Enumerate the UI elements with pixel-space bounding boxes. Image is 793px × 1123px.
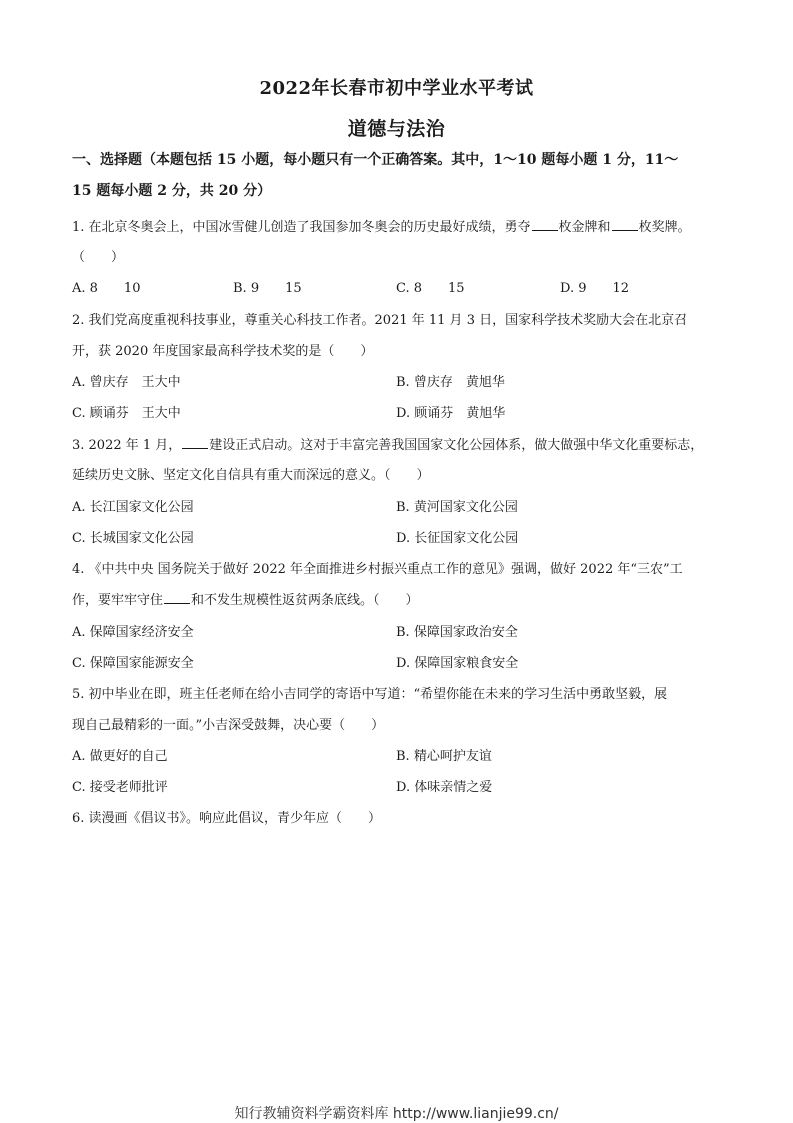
question-1-option-a: A. 8 10 <box>72 281 141 296</box>
answer-blank <box>164 592 190 604</box>
question-2-line1: 2. 我们党高度重视科技事业，尊重关心科技工作者。2021 年 11 月 3 日，国家科学技术奖励大会在北京召 <box>72 313 688 328</box>
question-2-option-a: A. 曾庆存 王大中 <box>72 375 181 390</box>
question-3-text-pre: 3. 2022 年 1 月， <box>72 438 182 453</box>
question-3-option-d: D. 长征国家文化公园 <box>396 531 519 546</box>
question-1-text-post: 枚奖牌。 <box>638 220 691 235</box>
question-1-text-pre: 1. 在北京冬奥会上，中国冰雪健儿创造了我国参加冬奥会的历史最好成绩，勇夺 <box>72 220 531 235</box>
question-2-option-b: B. 曾庆存 黄旭华 <box>396 375 505 390</box>
question-1-option-d: D. 9 12 <box>560 281 630 296</box>
question-6-line1: 6. 读漫画《倡议书》。响应此倡议，青少年应（ ） <box>72 811 382 826</box>
question-1-paren: （ ） <box>72 250 125 265</box>
answer-blank <box>532 219 558 231</box>
question-5-option-d: D. 体味亲情之爱 <box>396 780 493 795</box>
footer-watermark: 知行教辅资料学霸资料库 http://www.lianjie99.cn/ <box>234 1106 559 1122</box>
question-5-option-c: C. 接受老师批评 <box>72 780 168 795</box>
exam-title: 2022年长春市初中学业水平考试 <box>259 78 534 99</box>
subject-title: 道德与法治 <box>347 118 446 140</box>
question-3-option-a: A. 长江国家文化公园 <box>72 500 194 515</box>
question-3-line2: 延续历史文脉、坚定文化自信具有重大而深远的意义。（ ） <box>72 468 430 483</box>
question-2-line2: 开，获 2020 年度国家最高科学技术奖的是（ ） <box>72 344 374 359</box>
question-2-option-c: C. 顾诵芬 王大中 <box>72 406 181 421</box>
question-1-text-mid: 枚金牌和 <box>558 220 611 235</box>
section-heading-line2: 15 题每小题 2 分，共 20 分） <box>72 183 272 199</box>
question-4-option-c: C. 保障国家能源安全 <box>72 656 194 671</box>
question-1-option-b: B. 9 15 <box>233 281 302 296</box>
question-3-line1 <box>72 434 703 453</box>
question-2-option-d: D. 顾诵芬 黄旭华 <box>396 406 506 421</box>
question-4-option-a: A. 保障国家经济安全 <box>72 625 194 640</box>
question-1-option-c: C. 8 15 <box>396 281 465 296</box>
question-4-text-pre: 作，要牢牢守住 <box>72 593 164 608</box>
question-4-line1: 4. 《中共中央 国务院关于做好 2022 年全面推进乡村振兴重点工作的意见》强调，做好 2022 年“三农”工 <box>72 562 683 577</box>
question-3-text-post: 建设正式启动。这对于丰富完善我国国家文化公园体系，做大做强中华文化重要标志， <box>209 438 704 453</box>
question-3-option-c: C. 长城国家文化公园 <box>72 531 194 546</box>
question-4-text-post: 和不发生规模性返贫两条底线。（ ） <box>191 593 419 608</box>
question-5-option-a: A. 做更好的自己 <box>72 749 168 764</box>
question-4-line2 <box>72 589 419 608</box>
question-5-line1: 5. 初中毕业在即，班主任老师在给小吉同学的寄语中写道：“希望你能在未来的学习生活中勇敢坚毅，展 <box>72 687 668 702</box>
question-3-option-b: B. 黄河国家文化公园 <box>396 500 518 515</box>
question-5-option-b: B. 精心呵护友谊 <box>396 749 492 764</box>
question-4-option-d: D. 保障国家粮食安全 <box>396 656 519 671</box>
answer-blank <box>612 219 638 231</box>
section-heading <box>72 145 732 207</box>
question-1-stem <box>72 216 691 235</box>
answer-blank <box>182 437 208 449</box>
question-5-line2: 现自己最精彩的一面。”小吉深受鼓舞，决心要（ ） <box>72 718 385 733</box>
question-4-option-b: B. 保障国家政治安全 <box>396 625 518 640</box>
section-heading-line1: 一、选择题（本题包括 15 小题，每小题只有一个正确答案。其中，1～10 题每小题 1 分，11～ <box>72 152 679 168</box>
